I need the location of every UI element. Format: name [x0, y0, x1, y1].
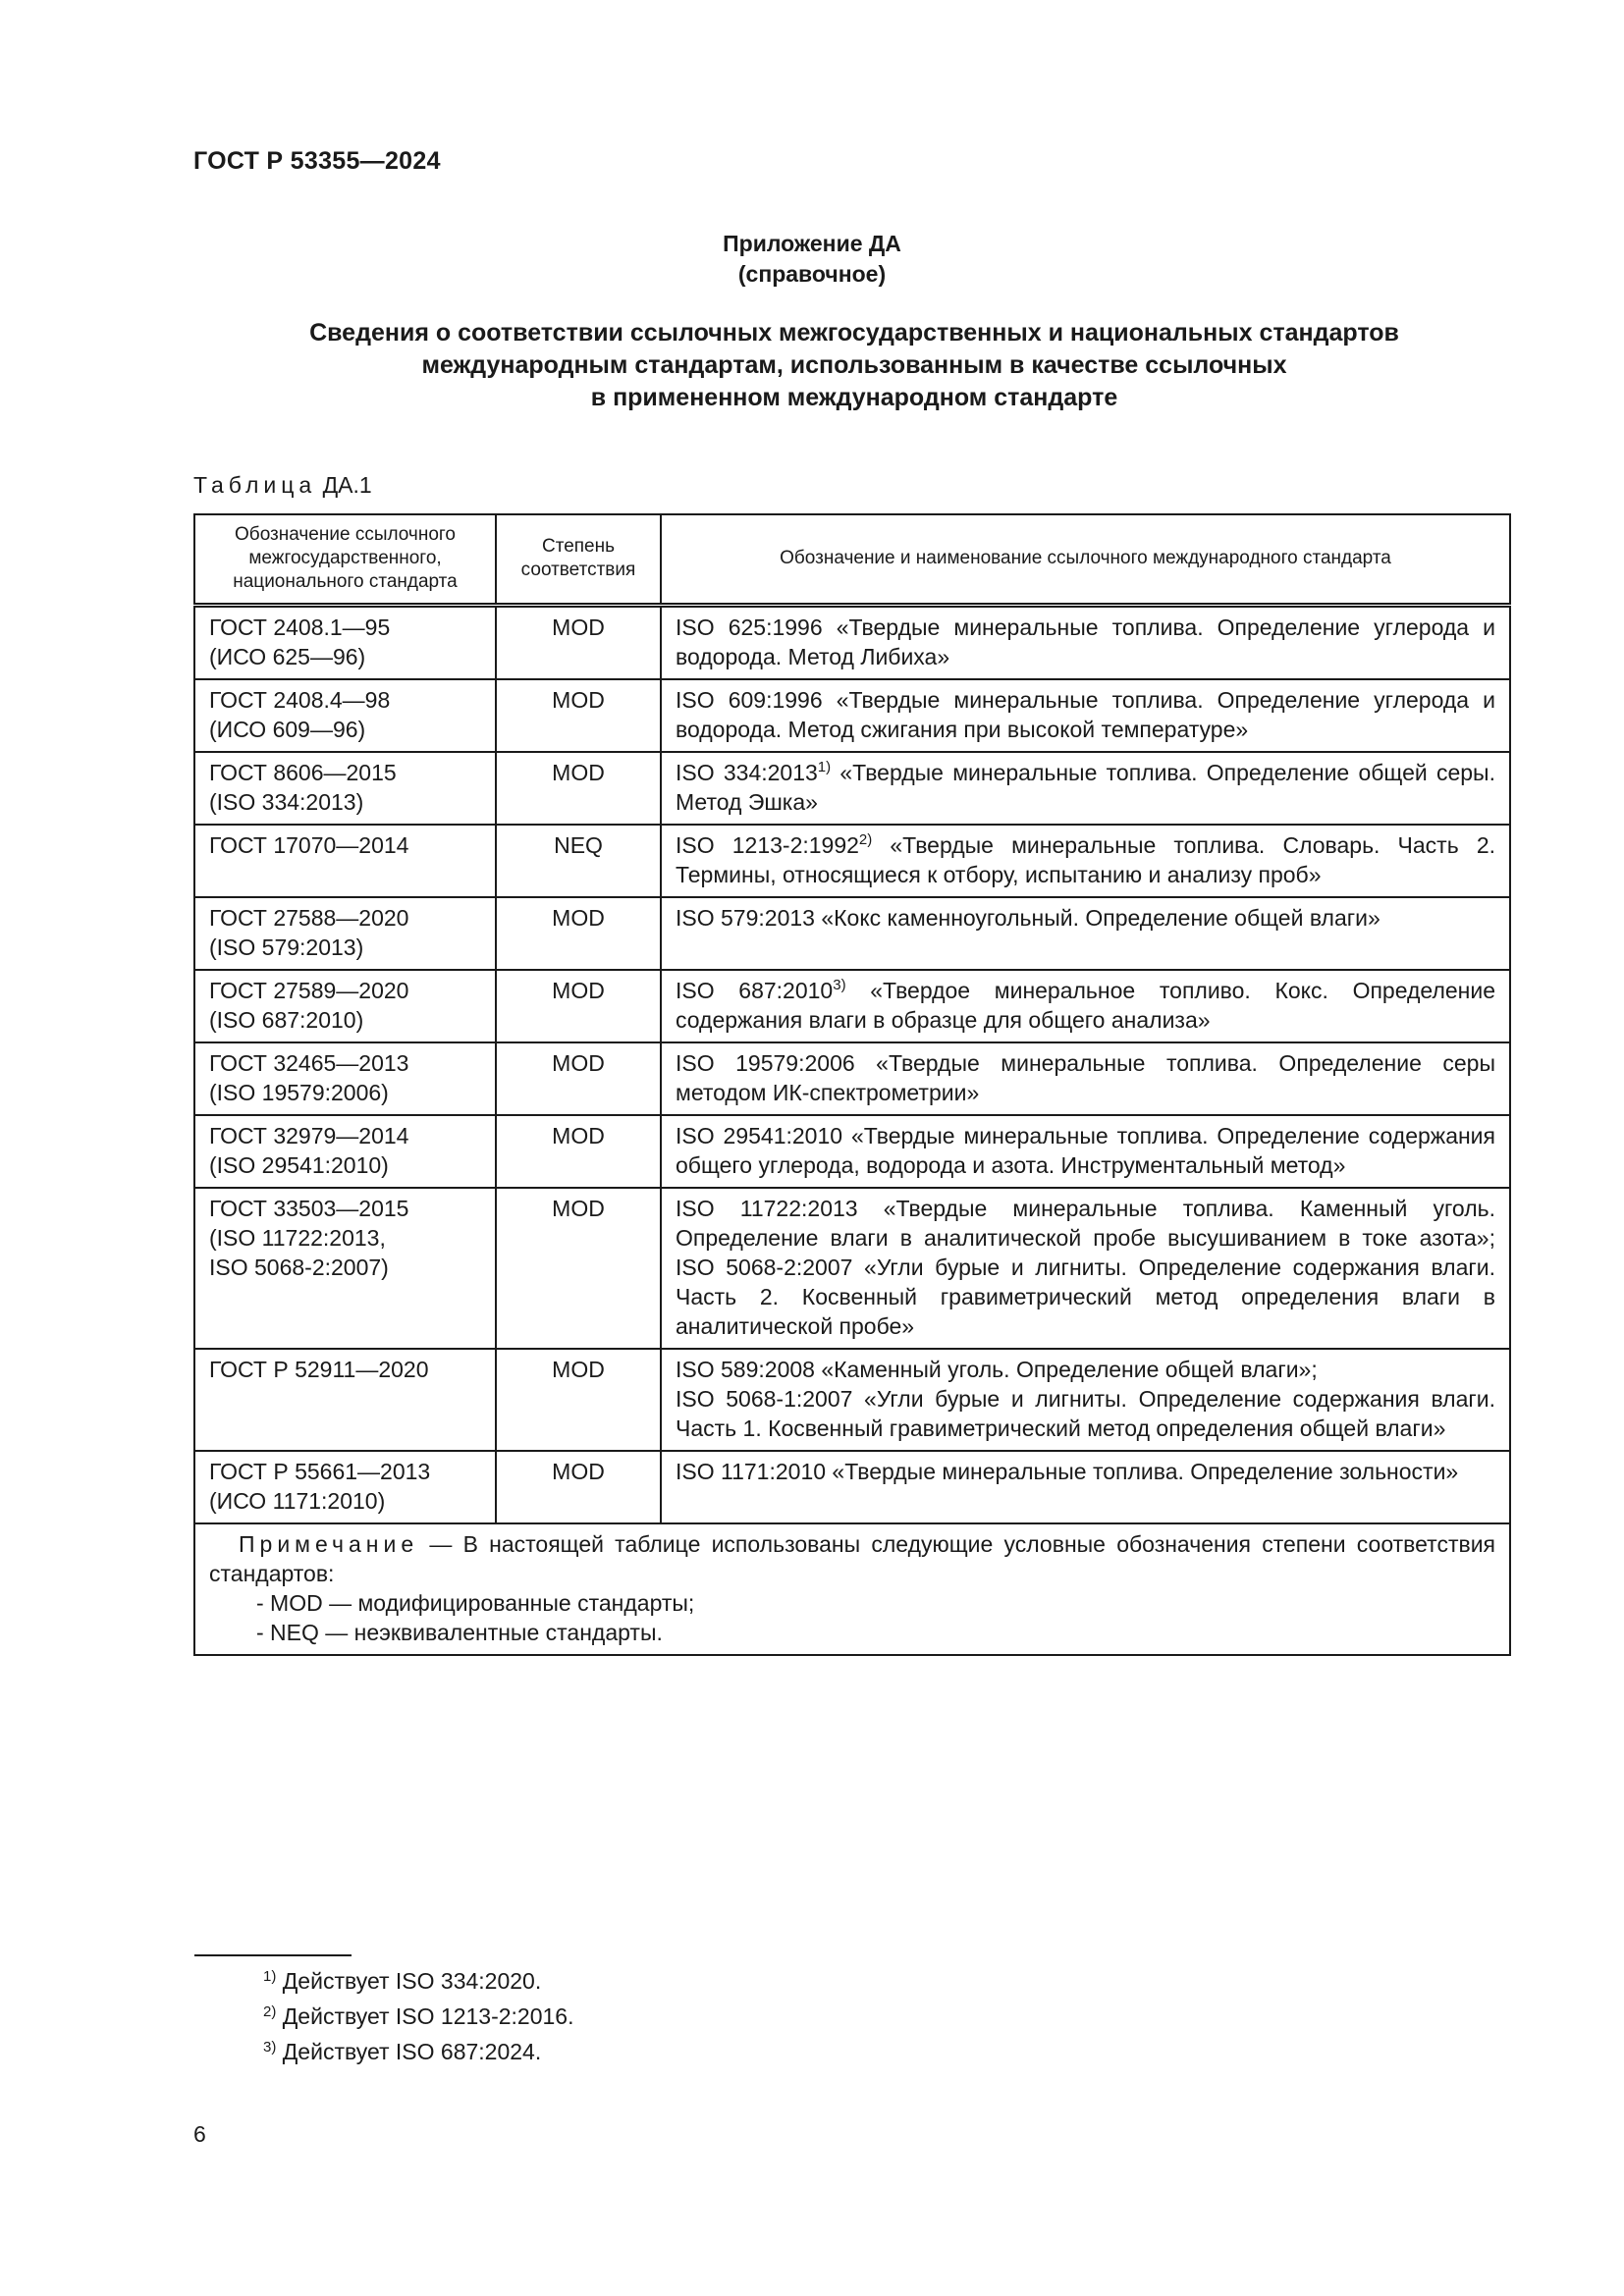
table-row: [194, 1451, 1510, 1523]
footnote: [263, 1963, 573, 1999]
cell-degree: MOD: [496, 970, 661, 1042]
designation-line: ISO 5068-2:2007): [209, 1254, 389, 1280]
cell-designation: [194, 1188, 496, 1349]
table-row: [194, 825, 1510, 897]
intl-standard-text: ISO 334:2013: [676, 759, 818, 785]
section-title-line: международным стандартам, использованным в качестве ссылочных: [421, 351, 1287, 379]
header-degree: Степень соответствия: [496, 514, 661, 605]
designation-line: ГОСТ 8606—2015: [209, 759, 397, 785]
cell-designation: [194, 970, 496, 1042]
designation-line: ГОСТ 27589—2020: [209, 977, 409, 1003]
footnote: [263, 2034, 573, 2069]
note-item-neq: - NEQ — неэквивалентные стандарты.: [256, 1619, 663, 1645]
intl-standard-text: ISO 589:2008 «Каменный уголь. Определение общей влаги»;: [676, 1356, 1318, 1382]
designation-line: ГОСТ Р 52911—2020: [209, 1356, 429, 1382]
footnote-separator: [194, 1954, 352, 1956]
cell-degree: MOD: [496, 605, 661, 679]
footnote-ref: 2): [858, 830, 873, 848]
correspondence-table: [193, 513, 1511, 1656]
table-note: [194, 1523, 1510, 1655]
designation-line: ГОСТ 32979—2014: [209, 1122, 409, 1148]
designation-line: ГОСТ 2408.1—95: [209, 614, 391, 640]
footnote-ref: 1): [817, 758, 832, 775]
table-row: [194, 752, 1510, 825]
intl-standard-text: ISO 5068-1:2007 «Угли бурые и лигниты. Определение содержания влаги. Часть 1. Косвенный гравиметрический метод определения общей влаги»: [676, 1385, 1495, 1441]
designation-line: ГОСТ 17070—2014: [209, 831, 409, 858]
cell-intl-standard: [661, 752, 1510, 825]
cell-designation: [194, 1115, 496, 1188]
cell-intl-standard: [661, 1188, 1510, 1349]
designation-line: (ISO 19579:2006): [209, 1079, 389, 1105]
footnote-mark: 2): [263, 2003, 277, 2020]
intl-standard-text: ISO 625:1996 «Твердые минеральные топлива. Определение углерода и водорода. Метод Либиха»: [676, 614, 1495, 669]
designation-line: (ISO 29541:2010): [209, 1151, 389, 1178]
table-row: [194, 1188, 1510, 1349]
designation-line: ГОСТ 27588—2020: [209, 904, 409, 931]
cell-designation: [194, 1451, 496, 1523]
appendix-title: Приложение ДА: [723, 231, 901, 256]
section-title-line: Сведения о соответствии ссылочных межгосударственных и национальных стандартов: [309, 319, 1399, 347]
intl-standard-text: ISO 1171:2010 «Твердые минеральные топлива. Определение зольности»: [676, 1458, 1459, 1484]
cell-designation: [194, 897, 496, 970]
cell-degree: NEQ: [496, 825, 661, 897]
header-intl-standard: Обозначение и наименование ссылочного международного стандарта: [661, 514, 1510, 605]
appendix-heading: [0, 229, 1624, 290]
document-code: ГОСТ Р 53355—2024: [193, 147, 441, 175]
intl-standard-text: ISO 11722:2013 «Твердые минеральные топлива. Каменный уголь. Определение влаги в аналитической пробе высушиванием в токе азота»; ISO 5068-2:2007 «Угли бурые и лигниты. Определение содержания влаги. Часть 2. Косвенный гравиметрический метод определения влаги в аналитической пробе»: [676, 1195, 1495, 1339]
cell-degree: MOD: [496, 752, 661, 825]
table-caption-number: ДА.1: [322, 472, 372, 498]
cell-intl-standard: [661, 1042, 1510, 1115]
intl-standard-text: ISO 579:2013 «Кокс каменноугольный. Определение общей влаги»: [676, 904, 1380, 931]
cell-degree: MOD: [496, 1451, 661, 1523]
table-row: [194, 1349, 1510, 1451]
page-number: 6: [193, 2121, 206, 2147]
designation-line: (ИСО 625—96): [209, 643, 366, 669]
cell-designation: [194, 752, 496, 825]
designation-line: (ISO 579:2013): [209, 934, 364, 960]
designation-line: ГОСТ Р 55661—2013: [209, 1458, 431, 1484]
designation-line: (ISO 334:2013): [209, 788, 364, 815]
table-row: [194, 679, 1510, 752]
footnote: [263, 1999, 573, 2034]
appendix-subtitle: (справочное): [737, 261, 887, 287]
table-body: [194, 605, 1510, 1523]
table-caption: [193, 472, 372, 499]
intl-standard-text: ISO 609:1996 «Твердые минеральные топлива. Определение углерода и водорода. Метод сжигания при высокой температуре»: [676, 686, 1495, 742]
designation-line: ГОСТ 33503—2015: [209, 1195, 409, 1221]
intl-standard-text: «Твердое минеральное топливо. Кокс. Определение содержания влаги в образце для общего анализа»: [676, 977, 1495, 1033]
cell-intl-standard: [661, 1349, 1510, 1451]
note-item-mod: - MOD — модифицированные стандарты;: [256, 1589, 695, 1616]
cell-degree: MOD: [496, 1115, 661, 1188]
intl-standard-text: «Твердые минеральные топлива. Словарь. Часть 2. Термины, относящиеся к отбору, испытанию и анализу проб»: [676, 831, 1496, 887]
cell-degree: MOD: [496, 1042, 661, 1115]
cell-intl-standard: [661, 679, 1510, 752]
table-note-row: [194, 1523, 1510, 1655]
intl-standard-text: ISO 687:2010: [676, 977, 834, 1003]
designation-line: (ISO 687:2010): [209, 1006, 364, 1033]
table-row: [194, 897, 1510, 970]
note-label: Примечание: [239, 1530, 419, 1557]
cell-degree: MOD: [496, 897, 661, 970]
cell-degree: MOD: [496, 679, 661, 752]
table-row: [194, 605, 1510, 679]
cell-intl-standard: [661, 825, 1510, 897]
designation-line: ГОСТ 32465—2013: [209, 1049, 409, 1076]
table-caption-label: Таблица: [193, 472, 317, 498]
cell-intl-standard: [661, 1115, 1510, 1188]
cell-designation: [194, 1042, 496, 1115]
cell-intl-standard: [661, 605, 1510, 679]
footnote-text: Действует ISO 1213-2:2016.: [276, 2003, 574, 2029]
footnote-text: Действует ISO 687:2024.: [276, 2039, 542, 2064]
table-row: [194, 1115, 1510, 1188]
footnote-text: Действует ISO 334:2020.: [276, 1968, 542, 1994]
note-text: — В настоящей таблице использованы следующие условные обозначения степени соответствия стандартов:: [209, 1530, 1495, 1586]
designation-line: ГОСТ 2408.4—98: [209, 686, 391, 713]
intl-standard-text: ISO 1213-2:1992: [676, 831, 859, 858]
footnotes: [263, 1963, 573, 2069]
cell-designation: [194, 679, 496, 752]
designation-line: (ISO 11722:2013,: [209, 1224, 386, 1251]
designation-line: (ИСО 609—96): [209, 716, 366, 742]
cell-intl-standard: [661, 897, 1510, 970]
cell-designation: [194, 825, 496, 897]
footnote-ref: 3): [833, 976, 846, 993]
cell-intl-standard: [661, 1451, 1510, 1523]
intl-standard-text: ISO 19579:2006 «Твердые минеральные топлива. Определение серы методом ИК-спектрометрии»: [676, 1049, 1495, 1105]
cell-designation: [194, 1349, 496, 1451]
cell-designation: [194, 605, 496, 679]
table-row: [194, 970, 1510, 1042]
section-title-line: в примененном международном стандарте: [590, 384, 1118, 411]
footnote-mark: 3): [263, 2039, 277, 2056]
intl-standard-text: «Твердые минеральные топлива. Определение общей серы. Метод Эшка»: [676, 759, 1495, 815]
designation-line: (ИСО 1171:2010): [209, 1487, 386, 1514]
cell-degree: MOD: [496, 1188, 661, 1349]
cell-intl-standard: [661, 970, 1510, 1042]
table-row: [194, 1042, 1510, 1115]
cell-degree: MOD: [496, 1349, 661, 1451]
section-title: [0, 317, 1624, 414]
header-designation: Обозначение ссылочного межгосударственного, национального стандарта: [194, 514, 496, 605]
table-header-row: [194, 514, 1510, 605]
footnote-mark: 1): [263, 1968, 277, 1985]
intl-standard-text: ISO 29541:2010 «Твердые минеральные топлива. Определение содержания общего углерода, водорода и азота. Инструментальный метод»: [676, 1122, 1495, 1178]
